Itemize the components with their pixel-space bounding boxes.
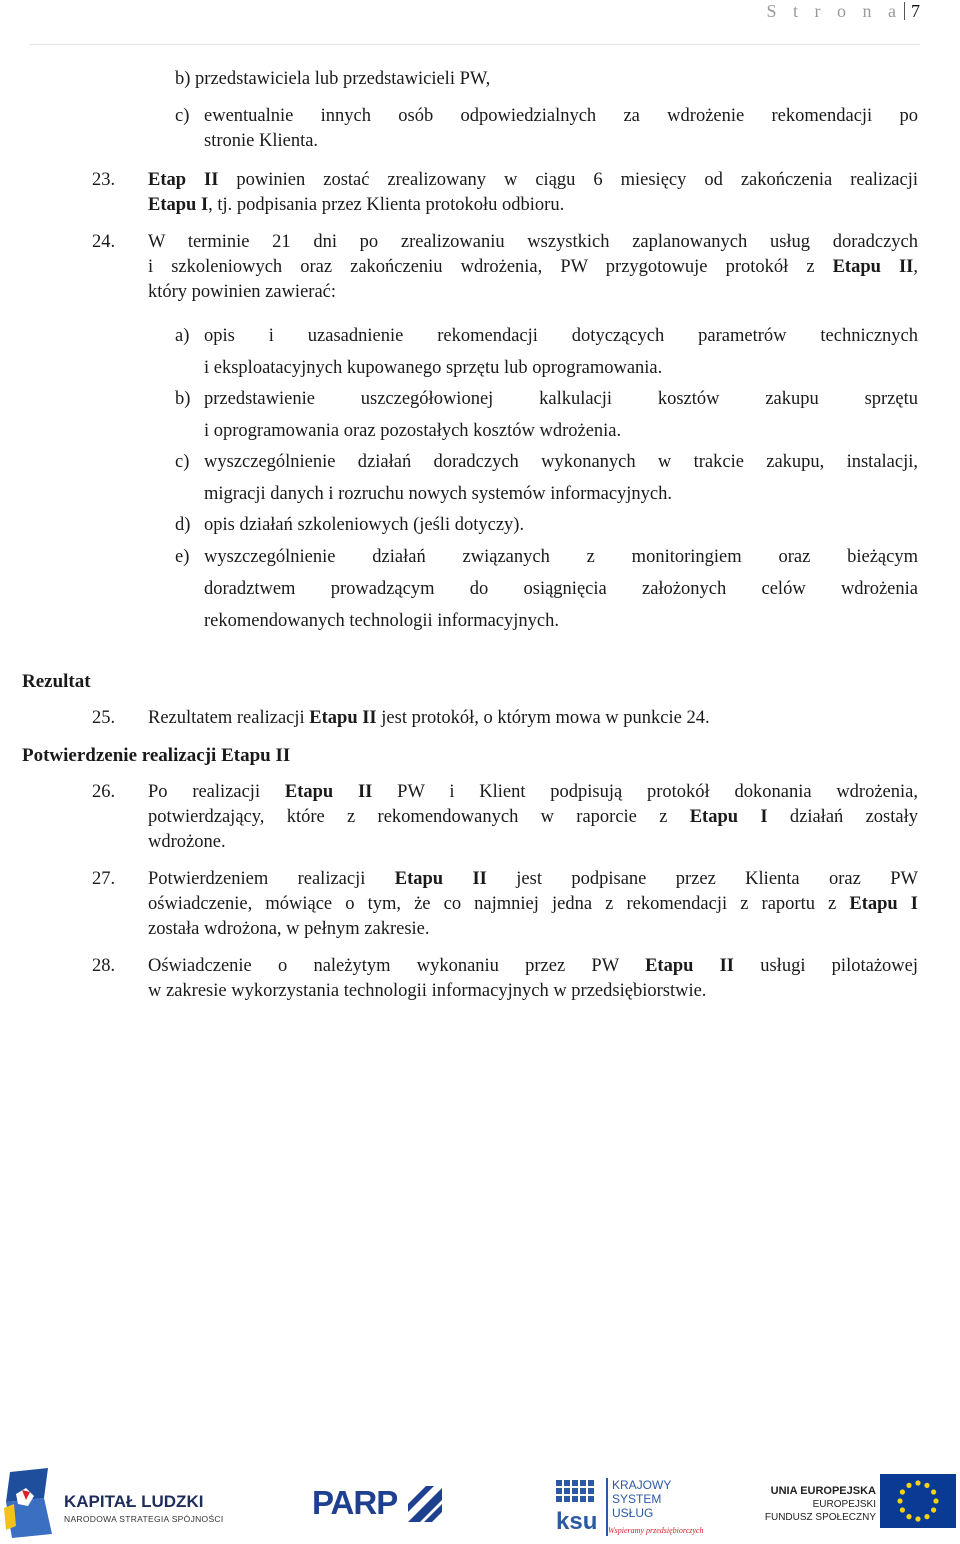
paragraph-number: 27. [92, 869, 116, 889]
ksu-name: KRAJOWY SYSTEM USŁUG [612, 1478, 672, 1520]
paragraph-24-cont: i szkoleniowych oraz zakończeniu wdrożenia, PW przygotowuje protokół z Etapu II, [148, 257, 918, 277]
paragraph-number: 24. [92, 232, 116, 252]
paragraph-28: Oświadczenie o należytym wykonaniu przez PW Etapu II usługi pilotażowej [148, 956, 918, 976]
paragraph-number: 25. [92, 708, 116, 728]
eu-flag-icon [880, 1474, 956, 1528]
list-item-text: wyszczególnienie działań związanych z monitoringiem oraz bieżącym [204, 547, 918, 567]
header-separator [904, 2, 905, 20]
kapital-ludzki-title: KAPITAŁ LUDZKI [64, 1492, 204, 1511]
list-item-text: ewentualnie innych osób odpowiedzialnych za wdrożenie rekomendacji po [204, 106, 918, 126]
paragraph-27-cont: oświadczenie, mówiące o tym, że co najmniej jedna z rekomendacji z raportu z Etapu I [148, 894, 918, 914]
paragraph-26-cont: potwierdzający, które z rekomendowanych w raporcie z Etapu I działań zostały [148, 807, 918, 827]
ksu-abbr: ksu [556, 1508, 598, 1535]
list-item-text: migracji danych i rozruchu nowych systemów informacyjnych. [204, 484, 673, 504]
paragraph-number: 23. [92, 170, 116, 190]
eu-efs-logo [748, 1474, 956, 1538]
paragraph-number: 26. [92, 782, 116, 802]
list-item-text: opis i uzasadnienie rekomendacji dotyczących parametrów technicznych [204, 326, 918, 346]
section-heading-potwierdzenie: Potwierdzenie realizacji Etapu II [22, 745, 291, 766]
paragraph-27: Potwierdzeniem realizacji Etapu II jest podpisane przez Klienta oraz PW [148, 869, 918, 889]
paragraph-26-cont: wdrożone. [148, 832, 226, 852]
list-item-text: przedstawienie uszczegółowionej kalkulacji kosztów zakupu sprzętu [204, 389, 918, 409]
kapital-ludzki-emblem-icon [4, 1468, 56, 1538]
section-heading-rezultat: Rezultat [22, 671, 91, 692]
paragraph-24-cont: który powinien zawierać: [148, 282, 337, 302]
ksu-logo [556, 1478, 704, 1540]
list-item: b) przedstawiciela lub przedstawicieli PW, [175, 69, 491, 89]
list-item-text: i oprogramowania oraz pozostałych kosztów wdrożenia. [204, 421, 622, 441]
list-item-text: rekomendowanych technologii informacyjnych. [204, 611, 559, 631]
paragraph-27-cont: została wdrożona, w pełnym zakresie. [148, 919, 430, 939]
parp-logo [312, 1482, 447, 1528]
kapital-ludzki-logo [4, 1468, 234, 1538]
parp-logo-text: PARP [312, 1484, 398, 1521]
footer-logos [0, 1460, 960, 1544]
ksu-tagline: Wspieramy przedsiębiorczych [608, 1526, 704, 1535]
paragraph-24: W terminie 21 dni po zrealizowaniu wszystkich zaplanowanych usług doradczych [148, 232, 918, 252]
list-item-marker: e) [175, 547, 190, 567]
list-item-marker: a) [175, 326, 190, 346]
eu-efs-text: UNIA EUROPEJSKA EUROPEJSKI FUNDUSZ SPOŁECZNY [764, 1485, 876, 1523]
list-item-marker: c) [175, 106, 190, 126]
list-item-marker: b) [175, 389, 191, 409]
list-item-marker: d) [175, 515, 191, 535]
kapital-ludzki-subtitle: NARODOWA STRATEGIA SPÓJNOŚCI [64, 1514, 224, 1524]
list-item-text: doradztwem prowadzącym do osiągnięcia założonych celów wdrożenia [204, 579, 918, 599]
list-item-text: opis działań szkoleniowych (jeśli dotyczy). [204, 515, 525, 535]
paragraph-number: 28. [92, 956, 116, 976]
parp-emblem-icon [404, 1482, 446, 1528]
paragraph-23-cont: Etapu I, tj. podpisania przez Klienta protokołu odbioru. [148, 195, 565, 215]
header-page-number: 7 [911, 1, 920, 21]
header-rule [30, 44, 920, 45]
list-item-text: wyszczególnienie działań doradczych wykonanych w trakcie zakupu, instalacji, [204, 452, 918, 472]
page-header [767, 0, 921, 30]
list-item-text: stronie Klienta. [204, 131, 319, 151]
paragraph-23: Etap II powinien zostać zrealizowany w ciągu 6 miesięcy od zakończenia realizacji [148, 170, 918, 190]
header-page-word: S t r o n a [766, 1, 902, 21]
paragraph-25: Rezultatem realizacji Etapu II jest protokół, o którym mowa w punkcie 24. [148, 708, 710, 728]
paragraph-28-cont: w zakresie wykorzystania technologii informacyjnych w przedsiębiorstwie. [148, 981, 707, 1001]
list-item-marker: c) [175, 452, 190, 472]
list-item-text: i eksploatacyjnych kupowanego sprzętu lub oprogramowania. [204, 358, 663, 378]
paragraph-26: Po realizacji Etapu II PW i Klient podpisują protokół dokonania wdrożenia, [148, 782, 918, 802]
